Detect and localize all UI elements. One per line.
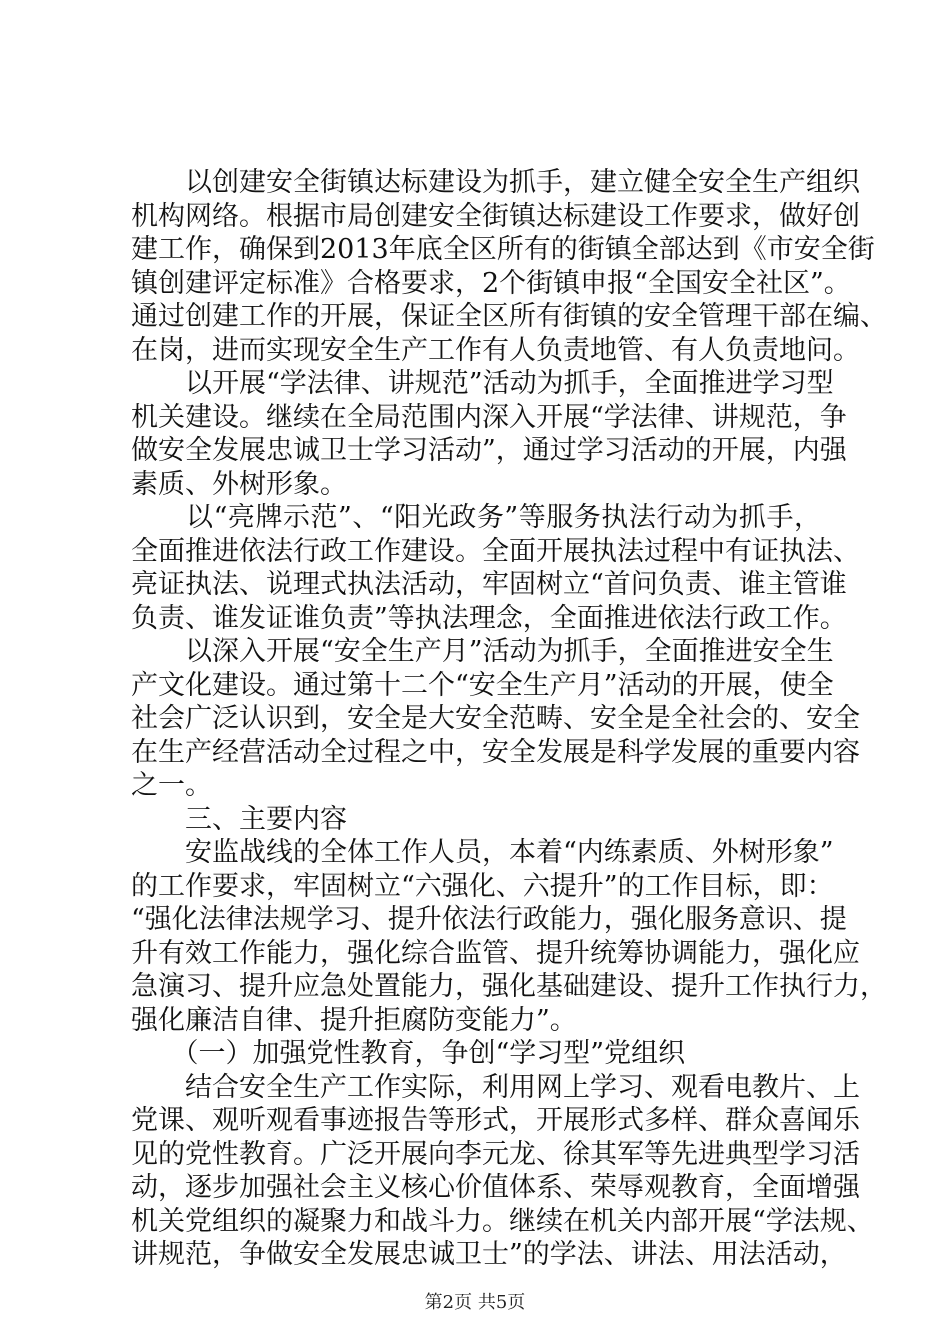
text-line: 通过创建工作的开展，保证全区所有街镇的安全管理干部在编、: [131, 301, 887, 332]
text-line: 安监战线的全体工作人员，本着“内练素质、外树形象”: [131, 837, 834, 868]
text-line: 在岗，进而实现安全生产工作有人负责地管、有人负责地问。: [131, 334, 860, 366]
text-line: 急演习、提升应急处置能力，强化基础建设、提升工作执行力，: [131, 971, 887, 1002]
text-line: 的工作要求，牢固树立“六强化、六提升”的工作目标，即：: [131, 870, 834, 902]
text-line: “强化法律法规学习、提升依法行政能力，强化服务意识、提: [131, 904, 847, 935]
text-line: 之一。: [131, 770, 212, 801]
text-line: 以“亮牌示范”、“阳光政务”等服务执法行动为抓手，: [131, 502, 821, 533]
text-line: 社会广泛认识到，安全是大安全范畴、安全是全社会的、安全: [131, 703, 860, 734]
text-line: 讲规范，争做安全发展忠诚卫士”的学法、讲法、用法活动，: [131, 1239, 847, 1270]
text-line: 建工作，确保到2013年底全区所有的街镇全部达到《市安全街: [131, 234, 875, 265]
subsection-heading: （一）加强党性教育，争创“学习型”党组织: [131, 1038, 686, 1069]
text-line: 机关建设。继续在全局范围内深入开展“学法律、讲规范，争: [131, 401, 847, 433]
text-line: 机关党组织的凝聚力和战斗力。继续在机关内部开展“学法规、: [131, 1205, 874, 1237]
text-line: 机构网络。根据市局创建安全街镇达标建设工作要求，做好创: [131, 200, 860, 232]
text-line: 以创建安全街镇达标建设为抓手，建立健全安全生产组织: [131, 167, 860, 198]
text-line: 升有效工作能力，强化综合监管、提升统筹协调能力，强化应: [131, 937, 860, 969]
text-line: 在生产经营活动全过程之中，安全发展是科学发展的重要内容: [131, 736, 860, 768]
text-line: 全面推进依法行政工作建设。全面开展执法过程中有证执法、: [131, 535, 860, 567]
text-line: 产文化建设。通过第十二个“安全生产月”活动的开展，使全: [131, 669, 834, 701]
text-line: 镇创建评定标准》合格要求，2个街镇申报“全国安全社区”。: [131, 267, 851, 299]
text-line: 以开展“学法律、讲规范”活动为抓手，全面推进学习型: [131, 368, 834, 399]
text-line: 党课、观听观看事迹报告等形式，开展形式多样、群众喜闻乐: [131, 1105, 860, 1136]
text-line: 动，逐步加强社会主义核心价值体系、荣辱观教育，全面增强: [131, 1172, 860, 1203]
text-line: 素质、外树形象。: [131, 468, 347, 500]
text-line: 做安全发展忠诚卫士学习活动”，通过学习活动的开展，内强: [131, 435, 847, 466]
text-line: 强化廉洁自律、提升拒腐防变能力”。: [131, 1004, 577, 1036]
section-heading: 三、主要内容: [131, 803, 347, 835]
text-line: 亮证执法、说理式执法活动，牢固树立“首问负责、谁主管谁: [131, 569, 847, 600]
text-line: 结合安全生产工作实际，利用网上学习、观看电教片、上: [131, 1071, 860, 1103]
text-line: 以深入开展“安全生产月”活动为抓手，全面推进安全生: [131, 636, 834, 667]
text-line: 负责、谁发证谁负责”等执法理念，全面推进依法行政工作。: [131, 602, 847, 634]
document-body: [131, 166, 887, 1272]
page-number-footer: 第2页 共5页: [424, 1292, 526, 1313]
text-line: 见的党性教育。广泛开展向李元龙、徐其军等先进典型学习活: [131, 1138, 860, 1170]
